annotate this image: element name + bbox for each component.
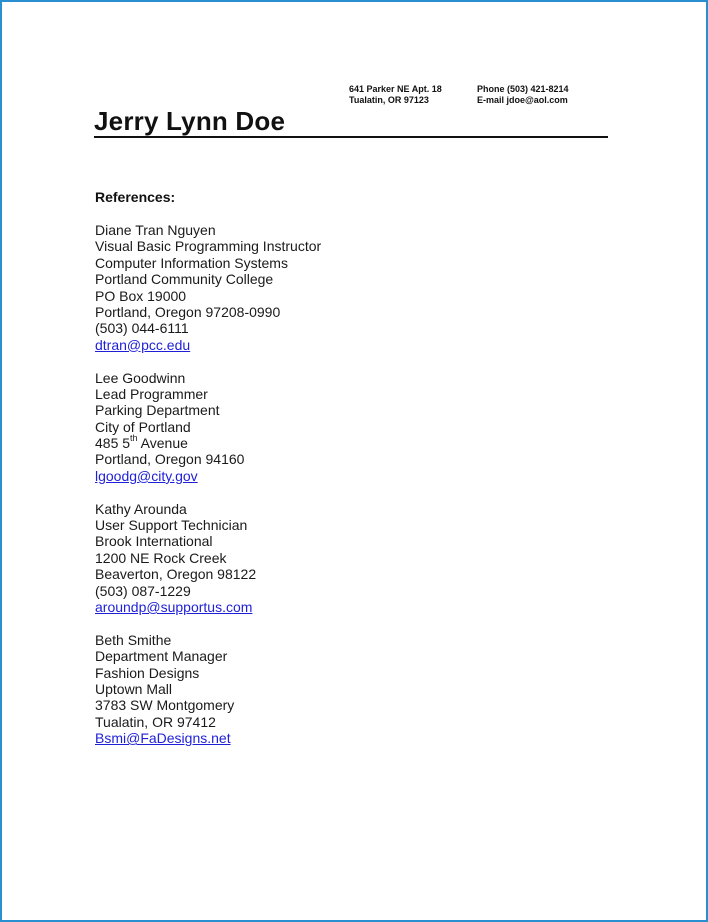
contact-address <box>349 84 442 106</box>
reference-city: Beaverton, Oregon 98122 <box>95 566 257 583</box>
reference-name: Lee Goodwinn <box>95 369 186 386</box>
reference-3 <box>95 501 575 616</box>
reference-title: Lead Programmer <box>95 385 208 402</box>
street-name: Avenue <box>137 435 188 452</box>
reference-organization: Portland Community College <box>95 271 274 288</box>
reference-street: PO Box 19000 <box>95 287 187 304</box>
reference-title: Department Manager <box>95 648 228 665</box>
street-ordinal-suffix: th <box>130 433 138 444</box>
address-line-1: 641 Parker NE Apt. 18 <box>349 84 442 94</box>
reference-location: Uptown Mall <box>95 680 173 697</box>
reference-4 <box>95 632 575 747</box>
reference-organization: Fashion Designs <box>95 664 200 681</box>
reference-city: Portland, Oregon 94160 <box>95 451 245 468</box>
reference-title: Visual Basic Programming Instructor <box>95 238 322 255</box>
reference-email-link[interactable]: lgoodg@city.gov <box>95 467 198 484</box>
reference-organization: City of Portland <box>95 418 191 435</box>
email-address: E-mail jdoe@aol.com <box>477 95 568 105</box>
reference-email-link[interactable]: aroundp@supportus.com <box>95 598 253 615</box>
reference-department: Parking Department <box>95 402 220 419</box>
header-divider <box>94 136 608 138</box>
reference-city: Tualatin, OR 97412 <box>95 713 216 730</box>
reference-name: Diane Tran Nguyen <box>95 222 216 238</box>
reference-name: Kathy Arounda <box>95 500 187 517</box>
reference-email-link[interactable]: Bsmi@FaDesigns.net <box>95 730 231 747</box>
references-list <box>95 222 575 763</box>
reference-title: User Support Technician <box>95 517 248 534</box>
reference-phone: (503) 087-1229 <box>95 582 191 599</box>
phone-number: Phone (503) 421-8214 <box>477 84 569 94</box>
reference-2 <box>95 370 575 485</box>
reference-street: 1200 NE Rock Creek <box>95 549 227 566</box>
reference-department: Computer Information Systems <box>95 254 288 271</box>
reference-phone: (503) 044-6111 <box>95 320 189 337</box>
references-heading: References: <box>95 189 176 205</box>
reference-street: 3783 SW Montgomery <box>95 697 235 714</box>
reference-1 <box>95 222 575 353</box>
resume-name: Jerry Lynn Doe <box>94 106 286 136</box>
reference-organization: Brook International <box>95 533 213 550</box>
reference-city: Portland, Oregon 97208-0990 <box>95 303 281 320</box>
reference-email-link[interactable]: dtran@pcc.edu <box>95 336 191 353</box>
reference-street <box>95 435 575 451</box>
reference-name: Beth Smithe <box>95 631 172 648</box>
address-line-2: Tualatin, OR 97123 <box>349 95 429 105</box>
contact-phone-email <box>477 84 569 106</box>
street-number: 485 5 <box>95 435 131 452</box>
